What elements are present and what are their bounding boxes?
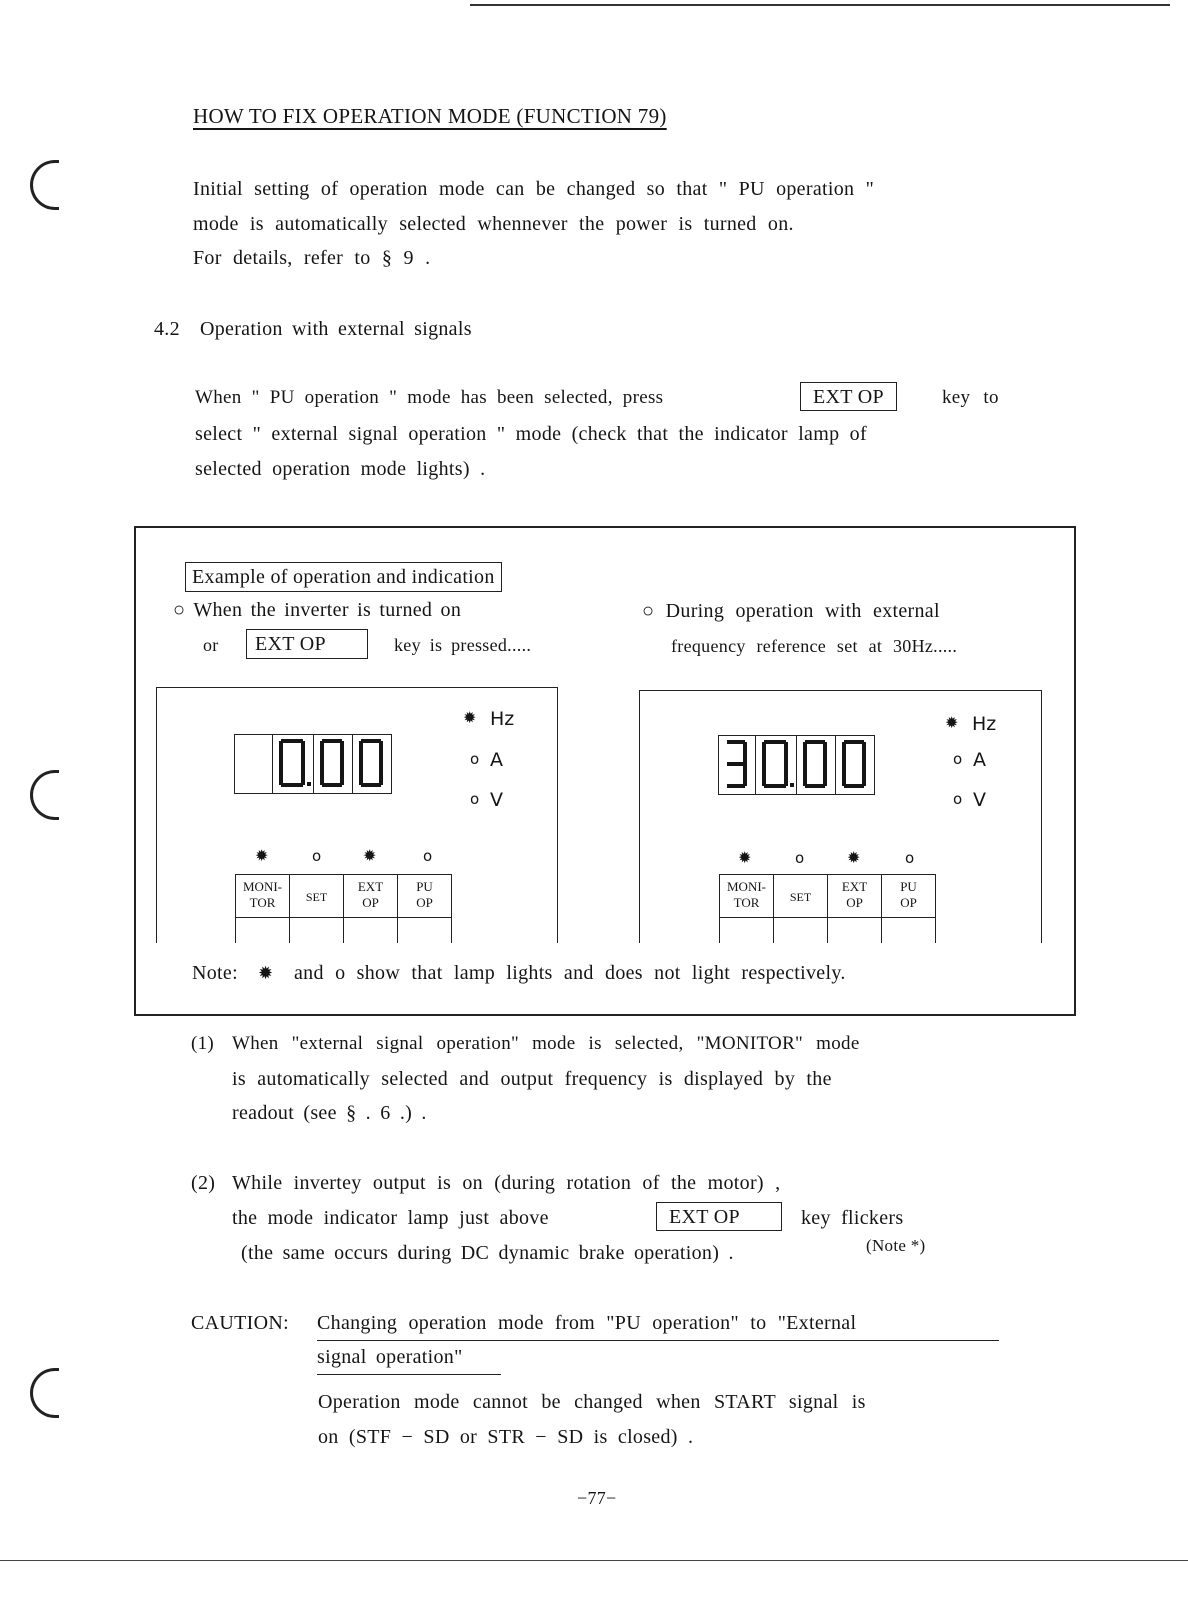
para-line-3: selected operation mode lights) .	[195, 458, 486, 480]
left-pu-label-1: PU	[416, 879, 433, 894]
note-text: and o show that lamp lights and does not light respectively.	[294, 962, 846, 984]
left-monitor-label-1: MONI-	[243, 879, 282, 894]
para-line-2: select " external signal operation " mode (check that the indicator lamp of	[195, 423, 867, 445]
binder-hole-top	[30, 160, 59, 210]
item-1-number: (1)	[191, 1033, 215, 1054]
left-ext-op-button[interactable]	[343, 875, 397, 943]
left-ext-lamp-on-icon: ✹	[363, 846, 377, 865]
right-ext-op-button[interactable]	[827, 875, 881, 943]
left-button-row	[235, 874, 452, 943]
left-monitor-button[interactable]	[236, 875, 289, 943]
left-v-lamp-off-icon: o	[470, 790, 480, 808]
binder-hole-middle	[30, 770, 59, 820]
example-left-or: or	[203, 635, 219, 655]
right-digit-4	[835, 736, 874, 794]
section-title: Operation with external signals	[200, 318, 472, 340]
right-ext-label-1: EXT	[841, 879, 868, 894]
left-hz-label: Hz	[490, 708, 515, 730]
item-2-line-2-pre: the mode indicator lamp just above	[232, 1207, 549, 1229]
left-pu-lamp-off-icon: o	[423, 847, 433, 865]
left-monitor-lamp-on-icon: ✹	[255, 846, 269, 865]
left-set-button[interactable]	[289, 875, 343, 943]
right-set-button[interactable]	[773, 875, 827, 943]
page-number: −77−	[577, 1488, 617, 1508]
caution-title-underline-2	[317, 1374, 501, 1375]
caution-body-line-2: on (STF − SD or STR − SD is closed) .	[318, 1426, 694, 1448]
example-left-line-1: ○ When the inverter is turned on	[173, 599, 462, 621]
left-monitor-label-2: TOR	[249, 895, 276, 910]
right-monitor-label-2: TOR	[733, 895, 760, 910]
left-a-label: A	[490, 749, 503, 771]
intro-line-2: mode is automatically selected whennever the power is turned on.	[193, 213, 794, 235]
caution-title-line-1: Changing operation mode from "PU operation" to "External	[317, 1312, 857, 1334]
right-set-label: SET	[789, 890, 812, 904]
page-heading: HOW TO FIX OPERATION MODE (FUNCTION 79)	[193, 104, 667, 128]
item-2-number: (2)	[191, 1172, 216, 1194]
caution-label: CAUTION:	[191, 1312, 289, 1334]
right-a-lamp-off-icon: o	[953, 750, 963, 768]
right-display	[718, 735, 875, 795]
right-monitor-lamp-on-icon: ✹	[738, 848, 752, 867]
right-pu-label-1: PU	[900, 879, 917, 894]
ext-op-key-inline: EXT OP	[800, 382, 897, 411]
left-hz-lamp-on-icon: ✹	[463, 708, 477, 727]
left-pu-op-button[interactable]	[397, 875, 451, 943]
right-ext-lamp-on-icon: ✹	[847, 848, 861, 867]
example-title: Example of operation and indication	[185, 562, 502, 592]
caution-title-line-2: signal operation"	[317, 1346, 463, 1368]
decimal-point	[790, 783, 794, 787]
binder-hole-bottom	[30, 1368, 59, 1418]
item-1-line-3: readout (see § . 6 .) .	[232, 1102, 427, 1124]
left-a-lamp-off-icon: o	[470, 750, 480, 768]
right-hz-lamp-on-icon: ✹	[945, 713, 959, 732]
right-pu-label-2: OP	[900, 895, 917, 910]
right-hz-label: Hz	[972, 713, 997, 735]
example-right-line-2: frequency reference set at 30Hz.....	[671, 636, 958, 656]
right-a-label: A	[973, 749, 986, 771]
intro-line-1: Initial setting of operation mode can be changed so that " PU operation "	[193, 178, 875, 200]
right-set-lamp-off-icon: o	[795, 849, 805, 867]
left-set-label: SET	[305, 890, 328, 904]
right-button-row	[719, 874, 936, 943]
intro-line-3: For details, refer to § 9 .	[193, 247, 431, 269]
right-monitor-button[interactable]	[720, 875, 773, 943]
right-v-label: V	[973, 789, 986, 811]
bottom-rule	[0, 1560, 1188, 1561]
item-1-line-1: When "external signal operation" mode is selected, "MONITOR" mode	[232, 1033, 860, 1054]
right-v-lamp-off-icon: o	[953, 790, 963, 808]
left-display	[234, 734, 392, 794]
right-monitor-label-1: MONI-	[727, 879, 766, 894]
item-2-line-2-post: key flickers	[801, 1207, 904, 1229]
left-ext-label-2: OP	[362, 895, 379, 910]
item-2-ext-op-key: EXT OP	[656, 1202, 782, 1231]
top-rule	[470, 4, 1170, 6]
item-2-line-1: While invertey output is on (during rotation of the motor) ,	[232, 1172, 781, 1194]
right-ext-label-2: OP	[846, 895, 863, 910]
left-digit-blank	[235, 735, 272, 793]
left-v-label: V	[490, 789, 503, 811]
left-digit-1	[272, 735, 313, 793]
right-digit-1	[719, 736, 755, 794]
caution-title-underline-1	[317, 1340, 999, 1341]
right-digit-3	[796, 736, 835, 794]
example-left-key: EXT OP	[246, 629, 368, 659]
left-digit-3	[352, 735, 391, 793]
right-pu-op-button[interactable]	[881, 875, 935, 943]
section-number: 4.2	[154, 318, 180, 340]
note-lamp-on-icon: ✹	[258, 963, 274, 984]
example-left-tail: key is pressed.....	[394, 635, 532, 655]
left-ext-label-1: EXT	[357, 879, 384, 894]
item-2-note-ref: (Note *)	[866, 1236, 926, 1255]
para-line-1-pre: When " PU operation " mode has been selected, press	[195, 387, 664, 408]
left-set-lamp-off-icon: o	[312, 847, 322, 865]
decimal-point	[307, 782, 311, 786]
right-digit-2	[755, 736, 796, 794]
left-digit-2	[313, 735, 352, 793]
example-right-line-1: ○ During operation with external	[642, 600, 940, 622]
right-pu-lamp-off-icon: o	[905, 849, 915, 867]
item-2-line-3: (the same occurs during DC dynamic brake operation) .	[241, 1242, 734, 1264]
caution-body-line-1: Operation mode cannot be changed when START signal is	[318, 1391, 866, 1413]
para-line-1-post: key to	[942, 387, 999, 408]
left-pu-label-2: OP	[416, 895, 433, 910]
item-1-line-2: is automatically selected and output frequency is displayed by the	[232, 1068, 832, 1090]
note-prefix: Note:	[192, 962, 238, 984]
